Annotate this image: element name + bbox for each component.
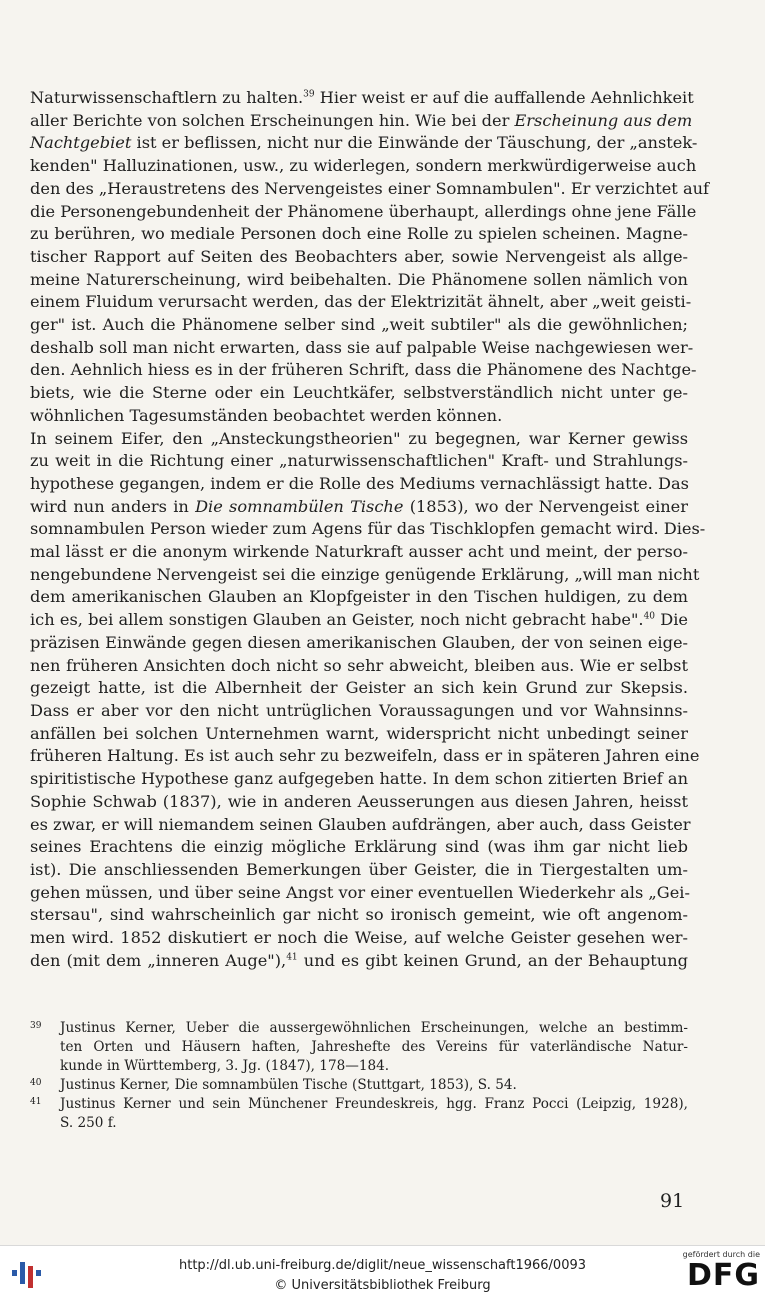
text-run: ist). Die anschliessenden Bemerkungen über Geister, die in Tiergestalten um- — [30, 859, 688, 879]
footnote-line — [30, 1057, 688, 1076]
text-run: es zwar, er will niemandem seinen Glauben aufdrängen, aber auch, dass Geister — [30, 814, 691, 834]
text-line — [30, 246, 688, 269]
footnote-text: kunde in Württemberg, 3. Jg. (1847), 178—184. — [60, 1058, 390, 1074]
text-run: zu weit in die Richtung einer „naturwissenschaftlichen" Kraft- und Strahlungs- — [30, 451, 688, 471]
text-line — [30, 768, 688, 791]
text-line — [30, 314, 688, 337]
dfg-logo — [672, 1250, 760, 1296]
text-line — [30, 700, 688, 723]
text-line — [30, 904, 688, 927]
body-text — [30, 87, 710, 972]
text-line — [30, 745, 700, 768]
text-line — [30, 110, 693, 133]
text-run: einem Fluidum verursacht werden, das der Elektrizität ähnelt, aber „weit geisti- — [30, 292, 692, 312]
text-run: Dass er aber vor den nicht untrüglichen Voraussagungen und vor Wahnsinns- — [30, 700, 688, 720]
text-line — [30, 155, 697, 178]
text-run: gezeigt hatte, ist die Albernheit der Geister an sich kein Grund zur Skepsis. — [30, 678, 688, 698]
text-run: mal lässt er die anonym wirkende Naturkraft ausser acht und meint, der perso- — [30, 542, 688, 562]
text-line — [30, 473, 688, 496]
text-run: wird nun anders in — [30, 496, 196, 516]
text-line — [30, 677, 688, 700]
text-run: aller Berichte von solchen Erscheinungen hin. Wie bei der — [30, 110, 515, 130]
text-line — [30, 223, 688, 246]
text-line — [30, 87, 694, 110]
text-run: seines Erachtens die einzig mögliche Erklärung sind (was ihm gar nicht lieb — [30, 837, 688, 857]
text-line — [30, 791, 688, 814]
footnote-ref: 39 — [303, 89, 315, 100]
text-run: die Personengebundenheit der Phänomene überhaupt, allerdings ohne jene Fälle — [30, 201, 697, 221]
text-run: nen früheren Ansichten doch nicht so sehr abweicht, bleiben aus. Wie er selbst — [30, 655, 688, 675]
footnote-text: ten Orten und Häusern haften, Jahreshefte des Vereins für vaterländische Natur- — [60, 1039, 688, 1055]
text-run: ist er beflissen, nicht nur die Einwände der Täuschung, der „anstek- — [131, 133, 698, 153]
text-run: nengebundene Nervengeist sei die einzige genügende Erklärung, „will man nicht — [30, 564, 700, 584]
text-line — [30, 836, 688, 859]
text-line — [30, 927, 688, 950]
text-run: zu berühren, wo mediale Personen doch eine Rolle zu spielen scheinen. Magne- — [30, 224, 688, 244]
text-run: (1853), wo der Nervengeist einer — [403, 496, 688, 516]
text-line — [30, 201, 697, 224]
text-run: Die — [655, 610, 688, 630]
text-run: ich es, bei allem sonstigen Glauben an Geister, noch nicht gebracht habe". — [30, 610, 644, 630]
text-run: präzisen Einwände gegen diesen amerikanischen Glauben, der von seinen eige- — [30, 632, 688, 652]
text-line — [30, 337, 694, 360]
italic-title: Die somnambülen Tische — [195, 496, 404, 516]
text-line — [30, 291, 692, 314]
text-line — [30, 723, 688, 746]
text-run: tischer Rapport auf Seiten des Beobachters aber, sowie Nervengeist als allge- — [30, 246, 688, 266]
text-run: ger" ist. Auch die Phänomene selber sind „weit subtiler" als die gewöhnlichen; — [30, 315, 688, 335]
text-line — [30, 132, 698, 155]
text-run: biets, wie die Sterne oder ein Leuchtkäfer, selbstverständlich nicht unter ge- — [30, 383, 688, 403]
footnote-line — [30, 1019, 688, 1038]
text-line — [30, 882, 688, 905]
text-run: hypothese gegangen, indem er die Rolle des Mediums vernachlässigt hatte. Das — [30, 473, 689, 493]
dfg-label: gefördert durch die — [682, 1250, 760, 1259]
italic-title: Erscheinung aus dem — [514, 110, 693, 130]
text-line — [30, 814, 691, 837]
text-run: In seinem Eifer, den „Ansteckungstheorien" zu begegnen, war Kerner gewiss — [30, 428, 688, 448]
text-line — [30, 496, 688, 519]
footnote-mark: 39 — [30, 1021, 42, 1031]
text-run: und es gibt keinen Grund, an der Behauptung — [297, 950, 688, 970]
viewer-footer — [0, 1245, 765, 1300]
source-url-link[interactable]: http://dl.ub.uni-freiburg.de/diglit/neue_wissenschaft1966/0093 — [178, 1258, 587, 1273]
text-run: Naturwissenschaftlern zu halten. — [30, 88, 304, 107]
text-line — [30, 450, 688, 473]
text-line — [30, 405, 688, 428]
footnote-text: Justinus Kerner, Ueber die aussergewöhnlichen Erscheinungen, welche an bestimm- — [60, 1020, 688, 1036]
text-run: den (mit dem „inneren Auge"), — [30, 950, 287, 970]
text-run: anfällen bei solchen Unternehmen warnt, widerspricht nicht unbedingt seiner — [30, 723, 688, 743]
text-line — [30, 609, 688, 632]
text-run: deshalb soll man nicht erwarten, dass sie auf palpable Weise nachgewiesen wer- — [30, 337, 694, 357]
text-line — [30, 655, 688, 678]
text-line — [30, 950, 688, 973]
text-line — [30, 359, 697, 382]
text-line — [30, 518, 706, 541]
text-run: kenden" Halluzinationen, usw., zu widerlegen, sondern merkwürdigerweise auch — [30, 156, 697, 176]
copyright-text: © Universitätsbibliothek Freiburg — [274, 1278, 491, 1293]
text-run: früheren Haltung. Es ist auch sehr zu bezweifeln, dass er in späteren Jahren eine — [30, 746, 700, 766]
footnote-text: Justinus Kerner, Die somnambülen Tische (Stuttgart, 1853), S. 54. — [60, 1077, 517, 1093]
footnote-line — [30, 1095, 688, 1114]
text-line — [30, 586, 688, 609]
text-run: den des „Heraustretens des Nervengeistes einer Somnambulen". Er verzichtet auf — [30, 178, 710, 198]
footnotes — [30, 1019, 688, 1133]
italic-title: Nachtgebiet — [30, 133, 132, 153]
text-line — [30, 541, 688, 564]
text-run: somnambulen Person wieder zum Agens für das Tischklopfen gemacht wird. Dies- — [30, 519, 706, 539]
dfg-wordmark: DFG — [686, 1258, 760, 1293]
text-line — [30, 428, 688, 451]
text-line — [30, 564, 700, 587]
text-run: men wird. 1852 diskutiert er noch die Weise, auf welche Geister gesehen wer- — [30, 928, 688, 948]
footnote-ref: 40 — [643, 611, 656, 622]
text-line — [30, 859, 688, 882]
text-run: Sophie Schwab (1837), wie in anderen Aeusserungen aus diesen Jahren, heisst — [30, 791, 688, 811]
footnote-line — [30, 1114, 688, 1133]
text-line — [30, 178, 710, 201]
footnote-line — [30, 1038, 688, 1057]
footnote-text: Justinus Kerner und sein Münchener Freundeskreis, hgg. Franz Pocci (Leipzig, 1928), — [60, 1096, 688, 1112]
footnote-ref: 41 — [286, 952, 298, 963]
text-run: stersau", sind wahrscheinlich gar nicht so ironisch gemeint, wie oft angenom- — [30, 905, 688, 925]
text-line — [30, 382, 688, 405]
text-line — [30, 269, 688, 292]
text-run: wöhnlichen Tagesumständen beobachtet werden können. — [30, 405, 503, 425]
text-run: spiritistische Hypothese ganz aufgegeben hatte. In dem schon zitierten Brief an — [30, 769, 688, 789]
text-run: meine Naturerscheinung, wird beibehalten. Die Phänomene sollen nämlich von — [30, 269, 688, 289]
footnote-mark: 41 — [30, 1097, 42, 1107]
text-line — [30, 632, 688, 655]
text-run: gehen müssen, und über seine Angst vor einer eventuellen Wiederkehr als „Gei- — [30, 882, 690, 902]
footnote-mark: 40 — [30, 1078, 42, 1088]
text-run: den. Aehnlich hiess es in der früheren Schrift, dass die Phänomene des Nachtge- — [30, 360, 697, 380]
page-number: 91 — [660, 1190, 685, 1212]
footnote-text: S. 250 f. — [60, 1115, 117, 1131]
text-run: dem amerikanischen Glauben an Klopfgeister in den Tischen huldigen, zu dem — [30, 587, 688, 607]
footnote-line — [30, 1076, 688, 1095]
text-run: Hier weist er auf die auffallende Aehnlichkeit — [314, 88, 694, 107]
